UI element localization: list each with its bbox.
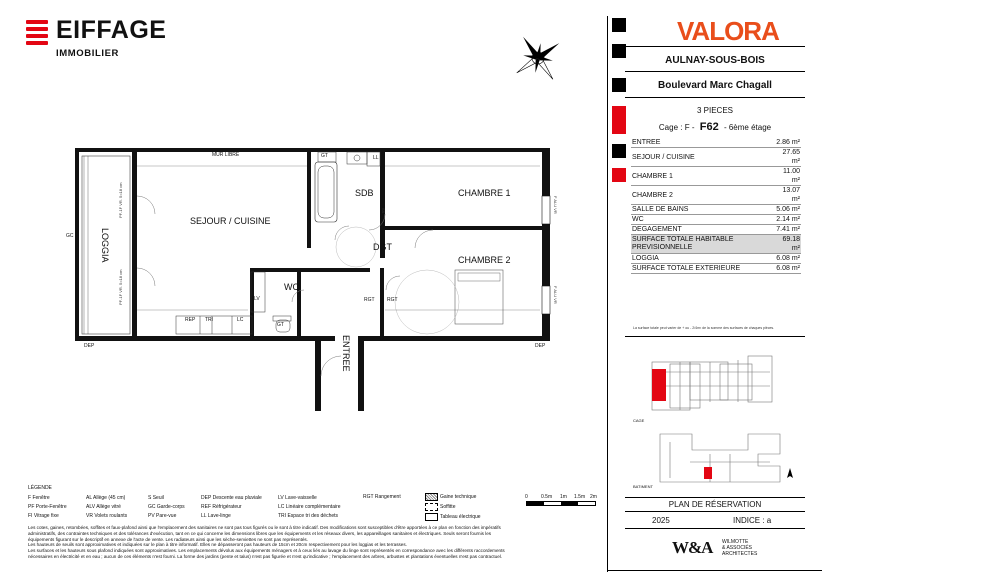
area-value: 6.08 m²: [774, 254, 801, 264]
table-row: [631, 215, 801, 225]
eiffage-logo-mark-icon: [26, 20, 48, 46]
legend-item: PV Pare-vue: [148, 513, 177, 519]
divider: [625, 46, 805, 47]
legend-item: Tableau électrique: [440, 514, 481, 520]
legend-item: ALV Allège vitré: [86, 504, 121, 510]
decor-square: [612, 144, 626, 158]
plan-label-rep: REP: [185, 317, 196, 323]
table-row: [631, 254, 801, 264]
architect-name: [722, 539, 757, 557]
soffitte-swatch-icon: [425, 503, 438, 511]
scale-tick-label: 2m: [590, 494, 597, 500]
disclaimer-line: équipements figurant sur le descriptif en annexe de l'acte de vente. Les radiateurs ainsi que les sèche-serviettes ne sont pas représentés.: [28, 536, 308, 542]
table-row: [631, 186, 801, 205]
divider: [607, 570, 822, 571]
legend-item: LL Lave-linge: [201, 513, 231, 519]
room-label-chambre1: CHAMBRE 1: [458, 188, 511, 198]
area-table: [631, 138, 801, 274]
disclaimer-line: Les surfaces et les hauteurs sous plafond indiquées sont approximatives. Les emplacements dévolus aux équipements ménagers et à ceux liés au lavage du linge sont représentés en correspondance avec les différents raccordements: [28, 548, 505, 554]
room-label-loggia: LOGGIA: [100, 228, 110, 263]
scale-tick-label: 1.5m: [574, 494, 586, 500]
cage-label: Cage :: [658, 123, 683, 132]
legend-item: AL Allège (45 cm): [86, 495, 126, 501]
tableau-electrique-swatch-icon: [425, 513, 438, 521]
room-label-dgt: DGT: [373, 242, 392, 252]
location-keymap: [630, 342, 802, 492]
plan-label-window-spec: PF-1F VR. 5=18 cm: [118, 182, 123, 218]
room-label-sdb: SDB: [355, 188, 374, 198]
room-label-entree: ENTREE: [341, 335, 351, 372]
scale-tick-label: 0: [525, 494, 528, 500]
table-row: [631, 148, 801, 167]
divider: [625, 511, 805, 512]
scale-tick-label: 1m: [560, 494, 567, 500]
room-label-sejour: SEJOUR / CUISINE: [190, 216, 271, 226]
plan-label-gt: GT: [321, 153, 328, 159]
keymap-cage-label: CAGE: [633, 418, 645, 423]
plan-label-lv: LV: [254, 296, 260, 302]
area-label: ENTREE: [631, 138, 774, 148]
legend-item: Soffitte: [440, 504, 456, 510]
valora-logo: [677, 16, 779, 47]
disclaimer: [28, 525, 608, 560]
valora-logo-text: VALORA: [677, 16, 779, 46]
table-row-total: [631, 235, 801, 254]
plan-label-window-falu: F ALU VR: [553, 286, 558, 304]
decor-square-red: [612, 106, 626, 120]
cage-highlight: [652, 369, 666, 401]
area-label: SURFACE TOTALE EXTERIEURE: [631, 264, 774, 274]
decor-square-red: [612, 168, 626, 182]
area-value: 2.86 m²: [774, 138, 801, 148]
disclaimer-line: nécessaires en électricité et en eau ; aucun de ces éléments n'est fourni. La forme des jardins (pente et talus) n'est pas figurée et n'est qu'indicative ; l'emplacement des arbres, arbustes et plantations éventuelles n'est pas contractuel.: [28, 553, 503, 559]
area-label: SEJOUR / CUISINE: [631, 148, 774, 167]
plan-title: PLAN DE RÉSERVATION: [668, 500, 762, 509]
table-row: [631, 167, 801, 186]
legend-item: Gaine technique: [440, 494, 477, 500]
divider: [625, 97, 805, 98]
area-label: DEGAGEMENT: [631, 225, 774, 235]
area-value: 5.06 m²: [774, 205, 801, 215]
room-label-chambre2: CHAMBRE 2: [458, 255, 511, 265]
cage-lot-line: [625, 121, 805, 133]
plan-year: 2025: [652, 516, 670, 525]
legend-item: GC Garde-corps: [148, 504, 185, 510]
divider: [625, 336, 805, 337]
legend-item: DEP Descente eau pluviale: [201, 495, 262, 501]
area-label: CHAMBRE 1: [631, 167, 774, 186]
legend-item: F Fenêtre: [28, 495, 50, 501]
decor-square: [612, 44, 626, 58]
project-city: AULNAY-SOUS-BOIS: [665, 55, 765, 66]
legend-item: REF Réfrigérateur: [201, 504, 242, 510]
plan-label-rgt: RGT: [364, 297, 375, 303]
area-value: 27.65 m²: [774, 148, 801, 167]
area-value: 13.07 m²: [774, 186, 801, 205]
area-label: WC: [631, 215, 774, 225]
plan-label-ss: SS: [381, 208, 386, 214]
plan-label-gc: GC: [66, 233, 74, 239]
plan-label-rgt: RGT: [387, 297, 398, 303]
developer-subtitle: IMMOBILIER: [56, 48, 119, 59]
area-value: 7.41 m²: [774, 225, 801, 235]
legend-item: VR Volets roulants: [86, 513, 128, 519]
area-label: CHAMBRE 2: [631, 186, 774, 205]
plan-label-window-falu: F ALU VR: [553, 196, 558, 214]
project-street: Boulevard Marc Chagall: [658, 80, 772, 91]
table-row: [631, 264, 801, 274]
legend-item: LC Linéaire complémentaire: [278, 504, 341, 510]
decor-square: [612, 18, 626, 32]
floor-plan: [60, 140, 560, 415]
area-value: 6.08 m²: [774, 264, 801, 274]
divider: [625, 497, 805, 498]
disclaimer-line: administratifs, des contraintes techniques et des tolérances d'exécution, tant en ce qui concerne les dimensions libres que les équipements et les réseaux divers, les appareillages sanitaires et électriques. Seuls seront fournis les: [28, 530, 492, 536]
plan-label-lc: LC: [237, 317, 244, 323]
separator: -: [723, 123, 727, 132]
scale-bar: [526, 501, 596, 506]
legend-item: TRI Espace tri des déchets: [278, 513, 339, 519]
architect-logo-mark: W&A: [672, 538, 713, 557]
cage-value: F: [684, 123, 690, 132]
plan-label-window-spec: PF-1F VR. 5=18 cm: [118, 269, 123, 305]
plan-index: INDICE : a: [733, 516, 772, 525]
area-value: 69.18 m²: [774, 235, 801, 254]
architect-name-line: WILMOTTE: [722, 539, 749, 545]
floor-label: 6ème étage: [728, 123, 772, 132]
area-value: 2.14 m²: [774, 215, 801, 225]
gaine-technique-swatch-icon: [425, 493, 438, 501]
plan-label-ll: LL: [373, 155, 379, 161]
decor-square: [612, 78, 626, 92]
legend-item: RGT Rangement: [363, 494, 401, 500]
area-label: SURFACE TOTALE HABITABLE PREVISIONNELLE: [631, 235, 774, 254]
legend-item: S Seuil: [148, 495, 164, 501]
disclaimer-line: Les cotes, gaines, retombées, soffites et faux-plafond ainsi que l'emplacement des sanitaires ne sont pas tous figurés ou le sont à titre indicatif. Des modifications sont susceptibles d'être apportées à ce plan en fonction des impératifs: [28, 525, 501, 530]
architect-name-line: & ASSOCIÉS: [722, 545, 753, 551]
area-label: SALLE DE BAINS: [631, 205, 774, 215]
scale-tick-label: 0.5m: [541, 494, 553, 500]
area-label: LOGGIA: [631, 254, 774, 264]
surface-note: La surface totale peut varier de + ou - 2/4m² de la somme des surfaces de chaques pièces.: [633, 326, 775, 330]
plan-label-dep-right: DEP: [535, 343, 546, 349]
table-row: [631, 205, 801, 215]
table-row: [631, 225, 801, 235]
separator: -: [691, 123, 695, 132]
keymap-building-label: BATIMENT: [633, 484, 653, 489]
architect-name-line: ARCHITECTES: [722, 551, 758, 557]
plan-label-mur-libre: MUR LIBRE: [212, 152, 240, 158]
plan-label-dep-left: DEP: [84, 343, 95, 349]
divider: [625, 71, 805, 72]
legend-item: FI Vitrage fixe: [28, 513, 59, 519]
plan-label-tri: TRI: [205, 317, 214, 323]
legend-item: PF Porte-Fenêtre: [28, 504, 67, 510]
developer-name: EIFFAGE: [56, 16, 167, 44]
divider: [625, 528, 805, 529]
legend-title: LÉGENDE: [28, 485, 52, 491]
decor-square-red: [612, 120, 626, 134]
lot-number: F62: [699, 121, 719, 133]
legend-item: LV Lave-vaisselle: [278, 495, 317, 501]
area-value: 11.00 m²: [774, 167, 801, 186]
plan-label-gt: GT: [277, 322, 284, 328]
building-highlight: [704, 467, 712, 479]
apartment-type: 3 PIECES: [696, 106, 733, 115]
compass-rose-icon: [508, 28, 568, 88]
room-label-wc: WC: [284, 282, 299, 292]
table-row: [631, 138, 801, 148]
disclaimer-line: Les hauteurs de seuils sont approximatives et indiquées sur le plan à titre informatif. Elles ne dépasseront pas hauteurs de 15cm et 20cm respectivement pour les loggias et les terrasses.: [28, 542, 407, 548]
eiffage-logo: [26, 18, 186, 66]
